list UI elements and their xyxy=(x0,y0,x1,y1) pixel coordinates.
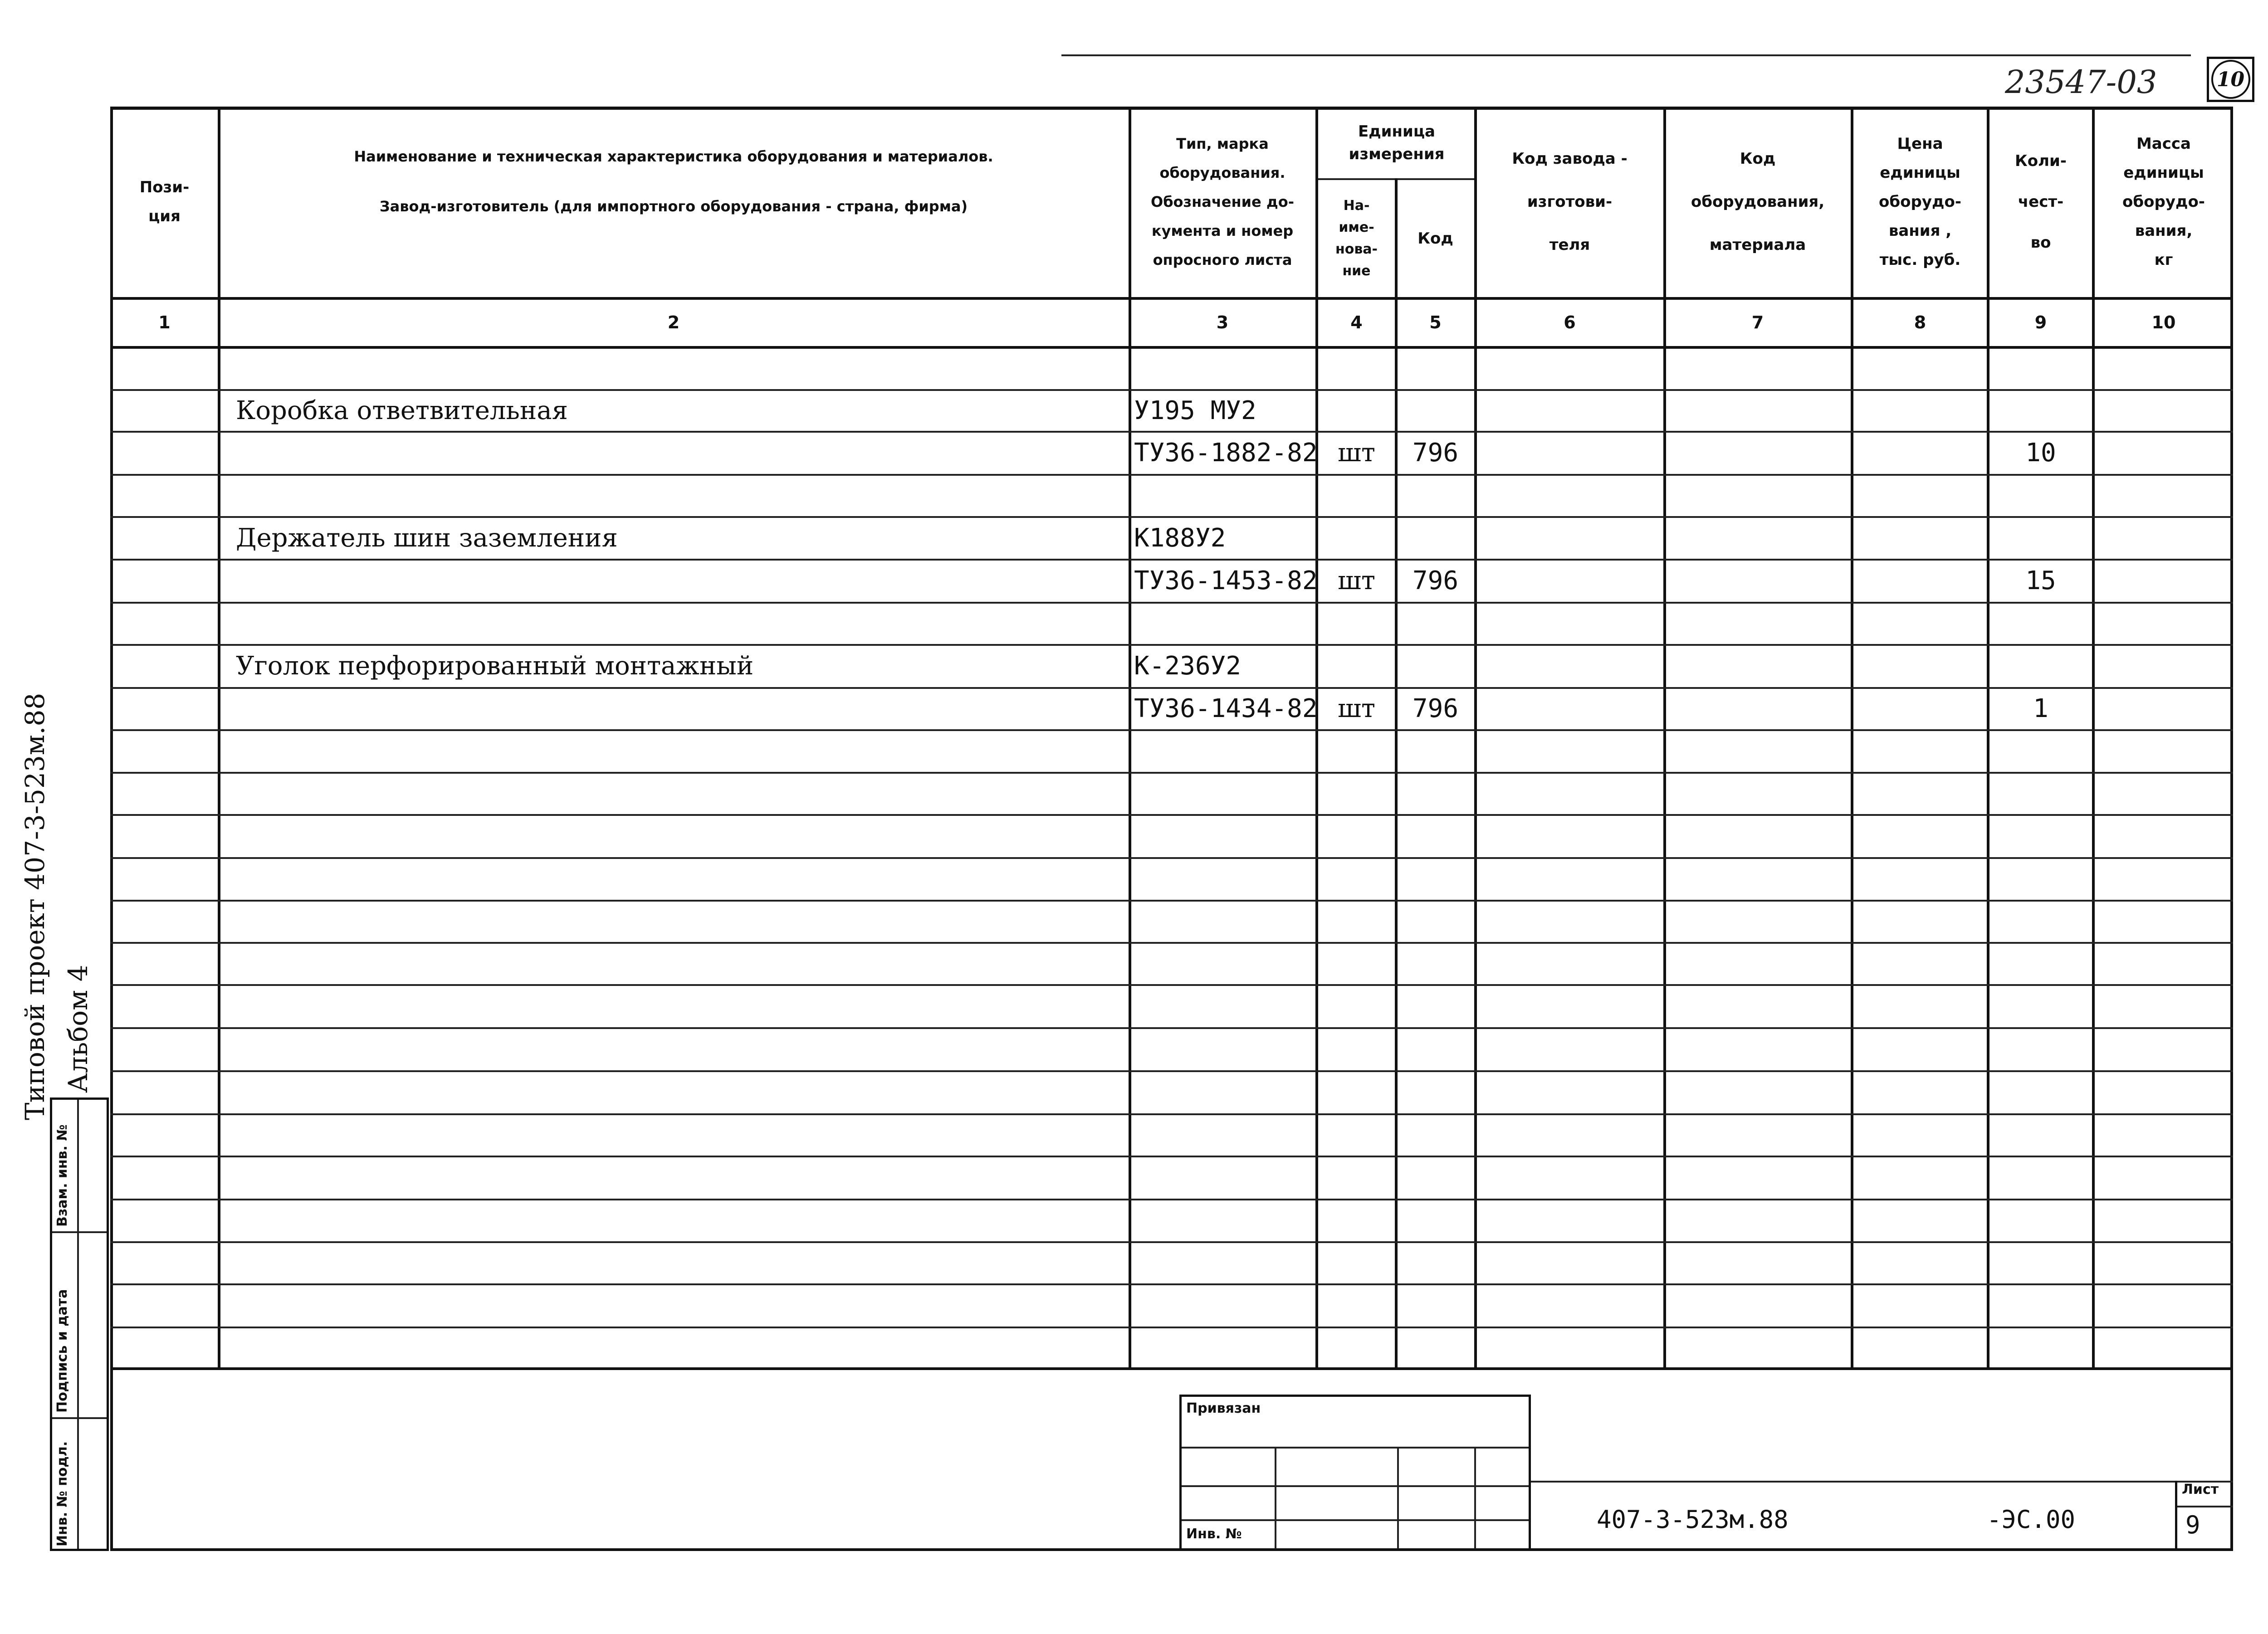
sheet-label: Лист xyxy=(2182,1482,2219,1497)
item-3-doc: ТУ36-1434-82 xyxy=(1134,694,1318,723)
stamp-podpis-data: Подпись и дата xyxy=(54,1289,70,1413)
header-unit-price: Цена единицы оборудо- вания , тыс. руб. xyxy=(1879,135,1961,269)
col-number-2: 2 xyxy=(667,312,680,332)
col-number-8: 8 xyxy=(1914,312,1926,332)
side-text-line2: Альбом 4 xyxy=(63,965,93,1093)
header-bottom-rule xyxy=(110,297,2233,300)
header-factory-code: Код завода - изготови- теля xyxy=(1512,149,1628,254)
stamp-inv-podl: Инв. № подл. xyxy=(54,1441,70,1546)
header-name: Наименование и техническая характеристика оборудования и материалов. Завод-изготовитель (для импортного оборудования - страна, фирма) xyxy=(354,148,993,215)
body-bottom-rule xyxy=(110,1367,2233,1370)
col-sep-4 xyxy=(1395,178,1398,1370)
col-number-1: 1 xyxy=(158,312,171,332)
col-number-7: 7 xyxy=(1751,312,1764,332)
circle-mark xyxy=(2211,60,2250,99)
header-unit-mass: Масса единицы оборудо- вания, кг xyxy=(2122,135,2205,269)
circle-number: 10 xyxy=(2216,68,2245,91)
item-2-qty: 15 xyxy=(2025,566,2056,595)
privyazan-box xyxy=(1179,1395,1531,1551)
col-number-6: 6 xyxy=(1564,312,1576,332)
col-sep-2 xyxy=(1129,107,1131,1370)
colnum-bottom-rule xyxy=(110,346,2233,349)
item-3-name: Уголок перфорированный монтажный xyxy=(236,651,754,681)
privyazan-label: Привязан xyxy=(1186,1400,1261,1416)
item-2-type: К188У2 xyxy=(1134,523,1226,553)
top-rule xyxy=(1061,54,2191,56)
col-sep-8 xyxy=(1987,107,1989,1370)
item-3-code: 796 xyxy=(1412,694,1459,723)
header-unit-group: Единица измерения xyxy=(1349,122,1445,163)
side-stamp xyxy=(50,1097,109,1551)
col-sep-9 xyxy=(2092,107,2095,1370)
title-rule xyxy=(1531,1481,2233,1483)
col-sep-5 xyxy=(1474,107,1477,1370)
sheet-box xyxy=(2175,1481,2233,1551)
stamp-vzam-inv: Взам. инв. № xyxy=(54,1124,70,1227)
item-1-code: 796 xyxy=(1412,438,1459,468)
item-1-unit: шт xyxy=(1337,438,1376,468)
item-3-qty: 1 xyxy=(2033,694,2048,723)
item-1-name: Коробка ответвительная xyxy=(236,395,568,425)
col-number-5: 5 xyxy=(1429,312,1442,332)
item-3-type: К-236У2 xyxy=(1134,651,1242,681)
col-sep-7 xyxy=(1851,107,1853,1370)
col-number-4: 4 xyxy=(1350,312,1363,332)
col-sep-1 xyxy=(218,107,220,1370)
col-number-9: 9 xyxy=(2034,312,2047,332)
item-1-qty: 10 xyxy=(2025,438,2056,468)
header-type: Тип, марка оборудования. Обозначение до- кумента и номер опросного листа xyxy=(1151,135,1294,268)
side-text-line1: Типовой проект 407-3-523м.88 xyxy=(20,693,50,1120)
col-sep-6 xyxy=(1663,107,1666,1370)
document-number: 23547-03 xyxy=(2005,63,2157,101)
sheet-circle-number xyxy=(2207,57,2254,102)
item-3-unit: шт xyxy=(1337,694,1376,723)
sheet-number: 9 xyxy=(2185,1511,2200,1539)
item-2-code: 796 xyxy=(1412,566,1459,595)
header-unit-name: На- име- нова- ние xyxy=(1335,197,1378,279)
header-unit-code: Код xyxy=(1418,229,1453,248)
col-sep-3 xyxy=(1315,107,1318,1370)
item-2-doc: ТУ36-1453-82 xyxy=(1134,566,1318,595)
inv-no-label: Инв. № xyxy=(1186,1526,1242,1542)
item-2-name: Держатель шин заземления xyxy=(236,523,618,553)
designation: 407-3-523м.88 xyxy=(1597,1505,1789,1534)
header-position: Пози- ция xyxy=(139,178,190,225)
header-equipment-code: Код оборудования, материала xyxy=(1691,149,1825,254)
item-2-unit: шт xyxy=(1337,566,1376,595)
col-number-10: 10 xyxy=(2151,312,2176,332)
col-number-3: 3 xyxy=(1216,312,1229,332)
header-quantity: Коли- чест- во xyxy=(2015,152,2067,252)
item-1-doc: ТУ36-1882-82 xyxy=(1134,438,1318,468)
item-1-type: У195 МУ2 xyxy=(1134,395,1256,425)
designation-suffix: -ЭС.00 xyxy=(1987,1505,2076,1534)
side-project-title xyxy=(14,667,104,1120)
